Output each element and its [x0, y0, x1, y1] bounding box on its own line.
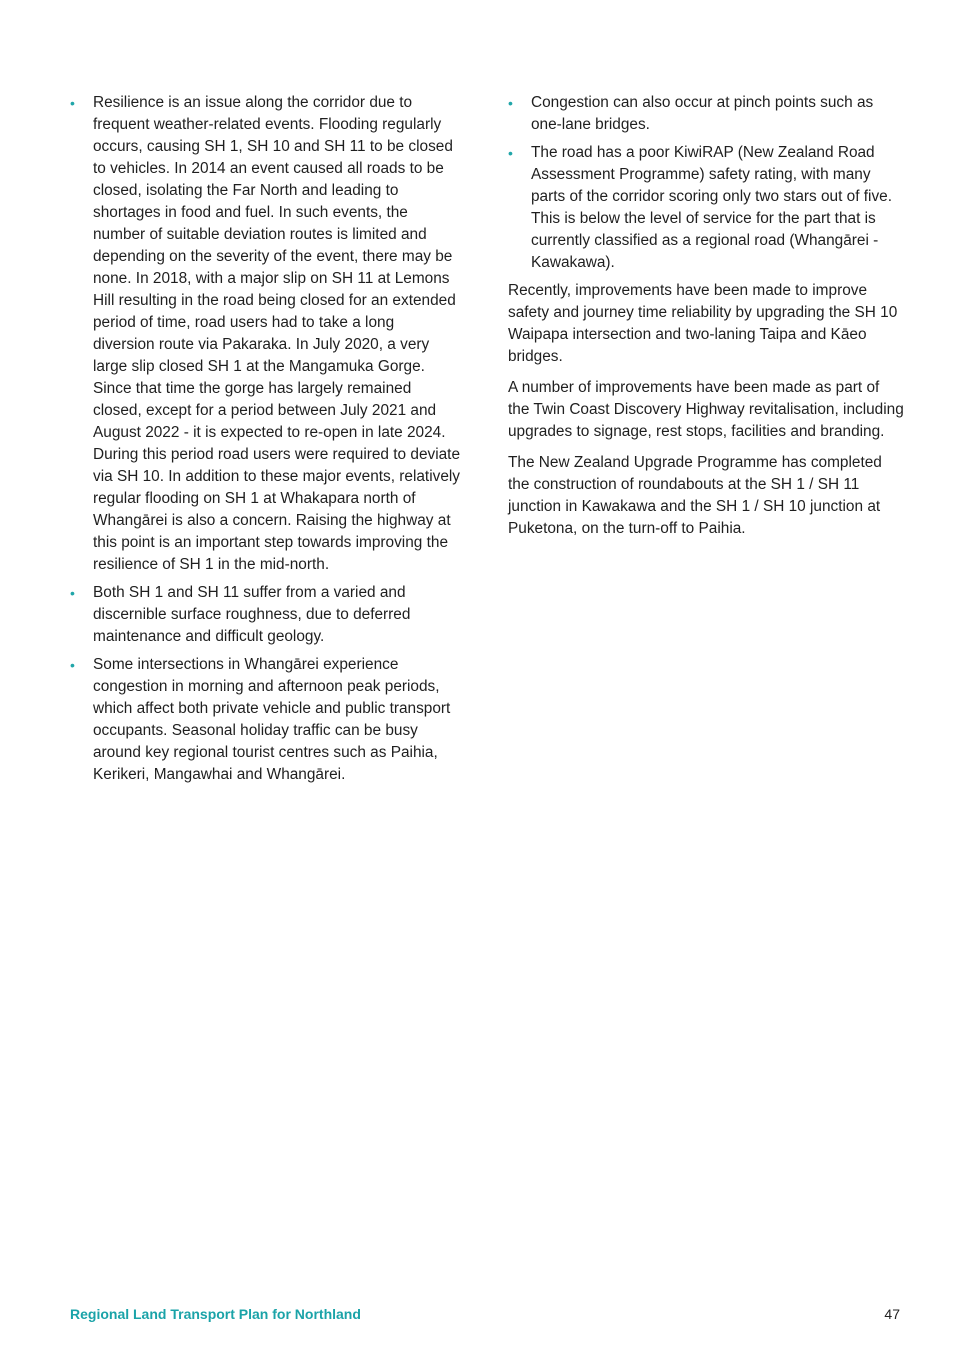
list-item	[70, 92, 460, 576]
bullet-dot-icon: •	[508, 95, 513, 111]
list-item	[70, 654, 460, 786]
bullet-list-right	[508, 92, 904, 274]
bullet-text: Congestion can also occur at pinch points such as one-lane bridges.	[531, 94, 874, 133]
bullet-dot-icon: •	[70, 95, 75, 111]
paragraph-upgrade-programme: The New Zealand Upgrade Programme has completed the construction of roundabouts at the SH 1 / SH 11 junction in Kawakawa and the SH 1 / SH 10 junction at Puketona, on the turn-off to Paihia.	[508, 454, 882, 537]
bullet-text: Both SH 1 and SH 11 suffer from a varied and discernible surface roughness, due to deferred maintenance and difficult geology.	[93, 584, 411, 645]
bullet-text: Some intersections in Whangārei experience congestion in morning and afternoon peak periods, which affect both private vehicle and public transport occupants. Seasonal holiday traffic can be busy around key regional tourist centres such as Paihia, Kerikeri, Mangawhai and Whangārei.	[93, 656, 451, 783]
list-item	[508, 142, 904, 274]
left-column	[70, 92, 460, 792]
bullet-dot-icon: •	[70, 657, 75, 673]
right-column	[508, 92, 904, 549]
footer-document-title: Regional Land Transport Plan for Northland	[70, 1306, 361, 1322]
bullet-list-left	[70, 92, 460, 786]
paragraph-twin-coast: A number of improvements have been made as part of the Twin Coast Discovery Highway revitalisation, including upgrades to signage, rest stops, facilities and branding.	[508, 379, 904, 440]
list-item	[70, 582, 460, 648]
bullet-dot-icon: •	[70, 585, 75, 601]
bullet-text: Resilience is an issue along the corridor due to frequent weather-related events. Flooding regularly occurs, causing SH 1, SH 10 and SH 11 to be closed to vehicles. In 2014 an event caused all roads to be closed, isolating the Far North and leading to shortages in food and fuel. In such events, the number of suitable deviation routes is limited and depending on the severity of the event, there may be none. In 2018, with a major slip on SH 11 at Lemons Hill resulting in the road being closed for an extended period of time, road users had to take a long diversion route via Pakaraka. In July 2020, a very large slip closed SH 1 at the Mangamuka Gorge. Since that time the gorge has largely remained closed, except for a period between July 2021 and August 2022 - it is expected to re-open in late 2024. During this period road users were required to deviate via SH 10. In addition to these major events, relatively regular flooding on SH 1 at Whakapara north of Whangārei is also a concern. Raising the highway at this point is an important step towards improving the resilience of SH 1 in the mid-north.	[93, 94, 461, 573]
bullet-text: The road has a poor KiwiRAP (New Zealand Road Assessment Programme) safety rating, with many parts of the corridor scoring only two stars out of five. This is below the level of service for the part that is currently classified as a regional road (Whangārei - Kawakawa).	[531, 144, 892, 271]
bullet-dot-icon: •	[508, 145, 513, 161]
list-item	[508, 92, 904, 136]
page-number: 47	[884, 1306, 900, 1322]
paragraph-improvements: Recently, improvements have been made to improve safety and journey time reliability by upgrading the SH 10 Waipapa intersection and two-laning Taipa and Kāeo bridges.	[508, 282, 898, 365]
